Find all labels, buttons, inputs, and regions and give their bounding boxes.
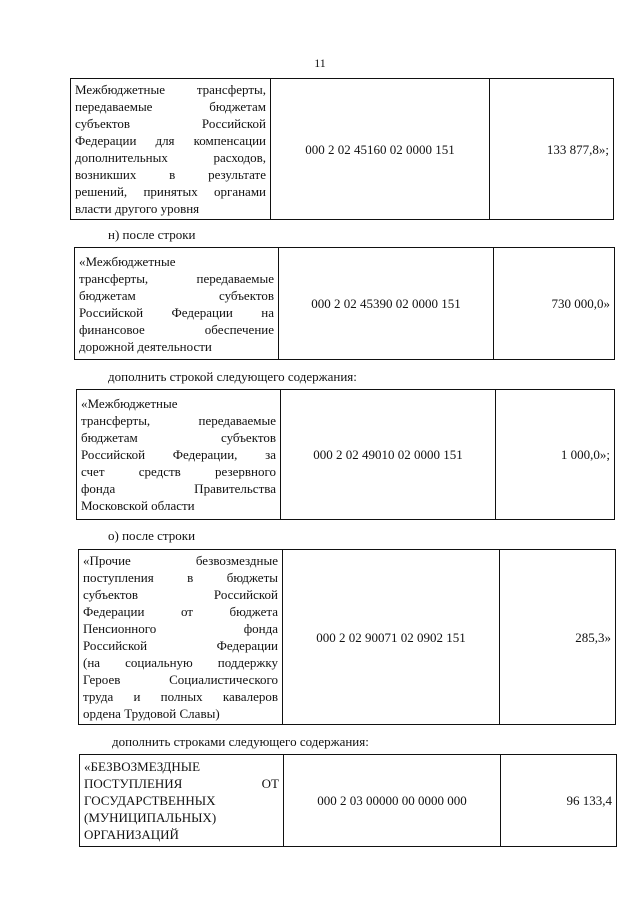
instruction-caption: дополнить строками следующего содержания:: [112, 734, 369, 749]
row-name-line: финансовое обеспечение: [79, 321, 274, 337]
row-name-line: бюджетам субъектов: [79, 287, 274, 303]
row-name: [79, 550, 283, 725]
row-code: 000 2 02 45390 02 0000 151: [279, 248, 494, 360]
row-name-line: бюджетам субъектов: [81, 430, 276, 445]
row-name-line: «Прочие безвозмездные: [83, 553, 278, 568]
row-name-line: трансферты, передаваемые: [81, 413, 276, 428]
row-name-line: дополнительных расходов,: [75, 150, 266, 165]
row-name-line: ГОСУДАРСТВЕННЫХ: [84, 793, 216, 808]
row-code: 000 2 02 45160 02 0000 151: [271, 79, 490, 220]
row-name-line: Межбюджетные трансферты,: [75, 82, 266, 97]
row-name-line: Российской Федерации: [83, 638, 278, 653]
row-name-line: «Межбюджетные: [79, 253, 176, 269]
table-row: [78, 549, 616, 725]
row-name-line: фонда Правительства: [81, 481, 276, 496]
row-name-line: Российской Федерации, за: [81, 447, 276, 462]
row-name: [77, 390, 281, 520]
row-amount: 730 000,0»: [494, 248, 615, 360]
row-name: [75, 248, 279, 360]
row-name-line: передаваемые бюджетам: [75, 99, 266, 114]
row-name-line: субъектов Российской: [75, 116, 266, 131]
row-name-line: субъектов Российской: [83, 587, 278, 602]
row-name-line: Федерации от бюджета: [83, 604, 278, 619]
instruction-caption: дополнить строкой следующего содержания:: [108, 369, 357, 384]
instruction-caption: н) после строки: [108, 227, 196, 242]
row-name-line: поступления в бюджеты: [83, 570, 278, 585]
page-number: 11: [314, 56, 326, 70]
row-name-line: Московской области: [81, 498, 195, 513]
row-name-line: «Межбюджетные: [81, 396, 178, 411]
row-code: 000 2 03 00000 00 0000 000: [284, 755, 501, 847]
row-amount: 285,3»: [500, 550, 616, 725]
table-row: [74, 247, 615, 360]
row-name-line: (на социальную поддержку: [83, 655, 278, 670]
row-name: [80, 755, 284, 847]
row-amount: 1 000,0»;: [496, 390, 615, 520]
row-name-line: труда и полных кавалеров: [83, 689, 278, 704]
row-name-line: «БЕЗВОЗМЕЗДНЫЕ: [84, 759, 201, 774]
table-row: [70, 78, 614, 220]
instruction-caption: о) после строки: [108, 528, 196, 543]
row-name-line: счет средств резервного: [81, 464, 276, 479]
row-name-line: Пенсионного фонда: [83, 621, 278, 636]
row-name-line: ордена Трудовой Славы): [83, 706, 220, 721]
row-name: [71, 79, 271, 220]
row-code: 000 2 02 49010 02 0000 151: [281, 390, 496, 520]
row-name-line: решений, принятых органами: [75, 184, 266, 199]
row-name-line: Героев Социалистического: [83, 672, 278, 687]
row-name-line: трансферты, передаваемые: [79, 270, 274, 286]
row-name-line: ПОСТУПЛЕНИЯ ОТ: [84, 776, 279, 791]
row-name-line: Российской Федерации на: [79, 304, 274, 320]
table-row: [76, 389, 615, 520]
row-name-line: (МУНИЦИПАЛЬНЫХ): [84, 810, 217, 825]
row-name-line: дорожной деятельности: [79, 338, 212, 354]
table-row: [79, 754, 617, 847]
row-code: 000 2 02 90071 02 0902 151: [283, 550, 500, 725]
row-name-line: власти другого уровня: [75, 201, 200, 216]
row-amount: 96 133,4: [501, 755, 617, 847]
row-name-line: ОРГАНИЗАЦИЙ: [84, 827, 179, 842]
row-name-line: возникших в результате: [75, 167, 266, 182]
row-amount: 133 877,8»;: [490, 79, 614, 220]
row-name-line: Федерации для компенсации: [75, 133, 266, 148]
